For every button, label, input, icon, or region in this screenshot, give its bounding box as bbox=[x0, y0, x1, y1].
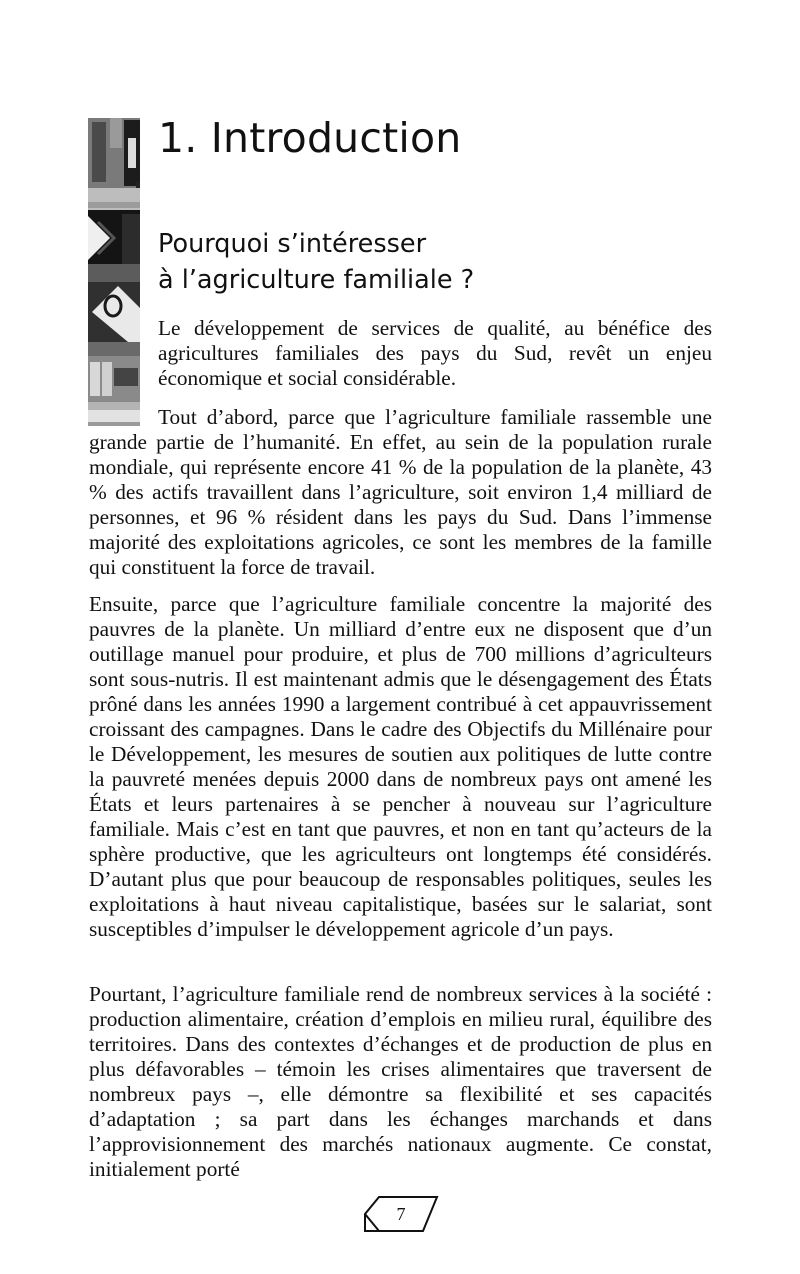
page-number: 7 bbox=[396, 1204, 406, 1224]
paragraph-4: Pourtant, l’agriculture familiale rend de nombreux services à la société : production alimentaire, création d’emplois en milieu rural, équilibre des territoires. Dans des contextes d’échanges et de production de plus en plus défavorables – témoin les crises alimentaires que traversent de nombreux pays –, elle démontre sa flexibilité et ses capacités d’adaptation ; sa part dans les échanges marchands et dans l’approvisionnement des marchés nationaux augmente. Ce constat, initialement porté bbox=[89, 982, 712, 1181]
paragraph-2: Tout d’abord, parce que l’agriculture familiale rassemble une grande partie de l’humanité. En effet, au sein de la population rurale mondiale, qui représente encore 41 % de la population de la planète, 43 % des actifs travaillent dans l’agriculture, soit environ 1,4 milliard de personnes, et 96 % résident dans les pays du Sud. Dans l’immense majorité des exploitations agricoles, ce sont les membres de la famille qui constituent la force de travail. bbox=[89, 405, 712, 579]
paragraph-1: Le développement de services de qualité, au bénéfice des agricultures familiales des pays du Sud, revêt un enjeu économique et social considérable. bbox=[158, 316, 712, 390]
paragraph-3: Ensuite, parce que l’agriculture familiale concentre la majorité des pauvres de la planète. Un milliard d’entre eux ne disposent que d’un outillage manuel pour produire, et plus de 700 millions d’agriculteurs sont sous-nutris. Il est maintenant admis que le désengagement des États prôné dans les années 1990 a largement contribué à cet appauvrissement croissant des campagnes. Dans le cadre des Objectifs du Millénaire pour le Développement, les mesures de soutien aux politiques de lutte contre la pauvreté menées depuis 2000 dans de nombreux pays ont amené les États et leurs partenaires à se pencher à nouveau sur l’agriculture familiale. Mais c’est en tant que pauvres, et non en tant qu’acteurs de la sphère productive, que les agriculteurs ont longtemps été considérés. D’autant plus que pour beaucoup de responsables politiques, seules les exploitations à haut niveau capitalistique, basées sur le salariat, sont susceptibles d’impulser le développement agricole d’un pays. bbox=[89, 592, 712, 941]
decorative-pattern-strip bbox=[88, 118, 140, 426]
section-title bbox=[158, 226, 678, 298]
section-title-line-2: à l’agriculture familiale ? bbox=[158, 265, 475, 295]
section-title-line-1: Pourquoi s’intéresser bbox=[158, 229, 427, 259]
chapter-title: 1. Introduction bbox=[158, 114, 462, 162]
